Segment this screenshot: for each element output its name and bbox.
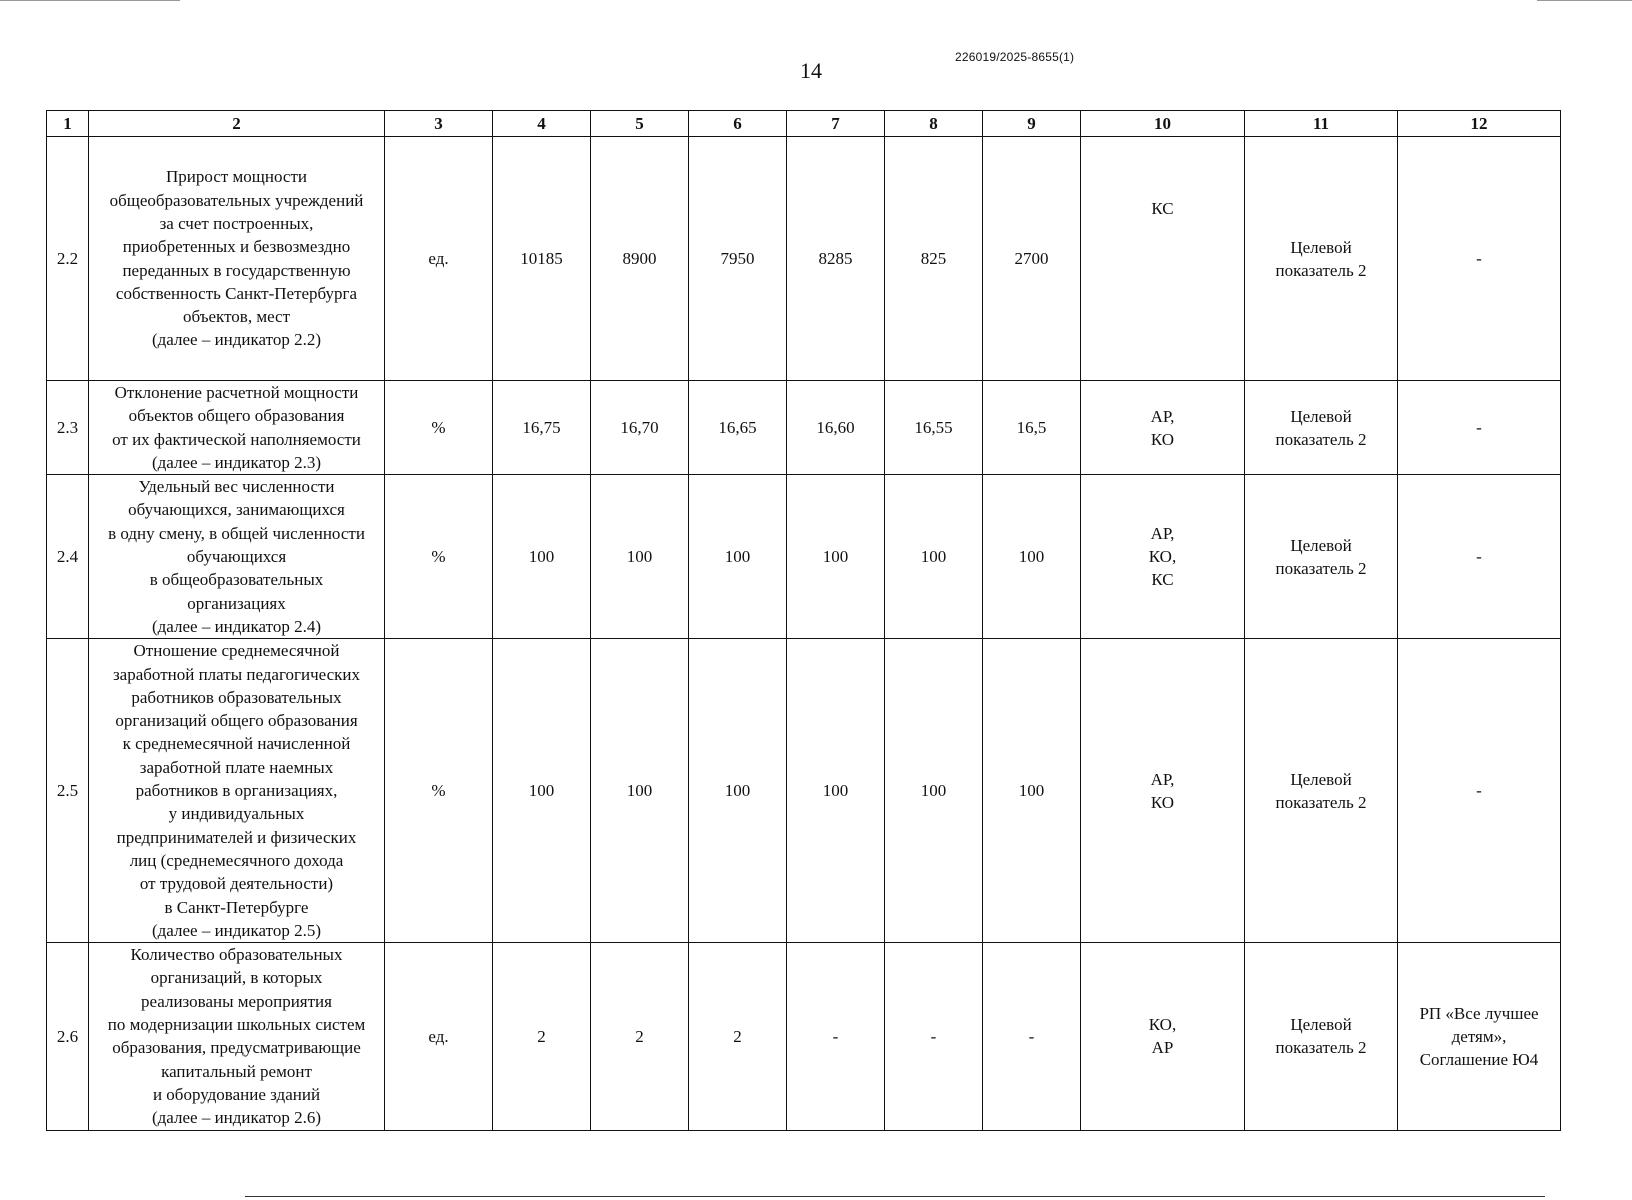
scan-edge-line-right [1537,0,1632,1]
page-number: 14 [800,58,822,83]
unit: ед. [385,943,493,1130]
header-col-12: 12 [1398,111,1561,137]
indicator-name: Удельный вес численности обучающихся, занимающихся в одну смену, в общей численности обучающихся в общеобразовательных организациях (далее – индикатор 2.4) [89,475,385,639]
responsible: КО, АР [1081,943,1245,1130]
value-col-4: 100 [493,639,591,943]
value-col-6: 2 [689,943,787,1130]
value-col-8: 825 [885,137,983,381]
value-col-8: - [885,943,983,1130]
header-col-8: 8 [885,111,983,137]
target-indicator: Целевой показатель 2 [1245,639,1398,943]
unit: ед. [385,137,493,381]
value-col-7: - [787,943,885,1130]
header-col-7: 7 [787,111,885,137]
header-col-1: 1 [47,111,89,137]
indicator-name: Прирост мощности общеобразовательных учреждений за счет построенных, приобретенных и безвозмездно переданных в государственную собственность Санкт-Петербурга объектов, мест (далее – индикатор 2.2) [89,137,385,381]
row-number: 2.5 [47,639,89,943]
responsible: АР, КО [1081,639,1245,943]
table-row [47,639,1561,943]
unit: % [385,475,493,639]
note: - [1398,381,1561,475]
value-col-8: 100 [885,639,983,943]
value-col-5: 8900 [591,137,689,381]
table-row [47,943,1561,1130]
unit: % [385,639,493,943]
value-col-6: 100 [689,639,787,943]
note: - [1398,137,1561,381]
header-col-6: 6 [689,111,787,137]
header-col-9: 9 [983,111,1081,137]
note: - [1398,475,1561,639]
table-row [47,475,1561,639]
target-indicator: Целевой показатель 2 [1245,381,1398,475]
value-col-6: 100 [689,475,787,639]
value-col-7: 100 [787,639,885,943]
header-col-10: 10 [1081,111,1245,137]
responsible: АР, КО [1081,381,1245,475]
bottom-rule [245,1196,1545,1197]
row-number: 2.2 [47,137,89,381]
note: РП «Все лучшее детям», Соглашение Ю4 [1398,943,1561,1130]
value-col-5: 100 [591,639,689,943]
indicator-name: Количество образовательных организаций, в которых реализованы мероприятия по модернизации школьных систем образования, предусматривающие капитальный ремонт и оборудование зданий (далее – индикатор 2.6) [89,943,385,1130]
indicator-name: Отклонение расчетной мощности объектов общего образования от их фактической наполняемости (далее – индикатор 2.3) [89,381,385,475]
row-number: 2.4 [47,475,89,639]
header-col-3: 3 [385,111,493,137]
value-col-7: 16,60 [787,381,885,475]
value-col-8: 16,55 [885,381,983,475]
value-col-9: 100 [983,475,1081,639]
responsible: КС [1081,137,1245,381]
header-col-5: 5 [591,111,689,137]
value-col-4: 10185 [493,137,591,381]
value-col-5: 2 [591,943,689,1130]
header-row [47,111,1561,137]
target-indicator: Целевой показатель 2 [1245,137,1398,381]
value-col-5: 16,70 [591,381,689,475]
value-col-4: 2 [493,943,591,1130]
note: - [1398,639,1561,943]
header-col-4: 4 [493,111,591,137]
table-row [47,381,1561,475]
value-col-6: 16,65 [689,381,787,475]
header-col-2: 2 [89,111,385,137]
table-row [47,137,1561,381]
value-col-9: 16,5 [983,381,1081,475]
header-col-11: 11 [1245,111,1398,137]
value-col-8: 100 [885,475,983,639]
value-col-9: 2700 [983,137,1081,381]
target-indicator: Целевой показатель 2 [1245,475,1398,639]
document-id-stamp: 226019/2025-8655(1) [955,50,1075,64]
indicators-table-wrapper [46,110,1560,1131]
unit: % [385,381,493,475]
indicator-name: Отношение среднемесячной заработной платы педагогических работников образовательных организаций общего образования к среднемесячной начисленной заработной плате наемных работников в организациях, у индивидуальных предпринимателей и физических лиц (среднемесячного дохода от трудовой деятельности) в Санкт-Петербурге (далее – индикатор 2.5) [89,639,385,943]
responsible: АР, КО, КС [1081,475,1245,639]
value-col-6: 7950 [689,137,787,381]
value-col-9: - [983,943,1081,1130]
row-number: 2.3 [47,381,89,475]
value-col-7: 8285 [787,137,885,381]
scan-edge-line-left [0,0,180,1]
row-number: 2.6 [47,943,89,1130]
value-col-9: 100 [983,639,1081,943]
value-col-4: 16,75 [493,381,591,475]
value-col-7: 100 [787,475,885,639]
indicators-table [46,110,1561,1131]
value-col-4: 100 [493,475,591,639]
target-indicator: Целевой показатель 2 [1245,943,1398,1130]
value-col-5: 100 [591,475,689,639]
